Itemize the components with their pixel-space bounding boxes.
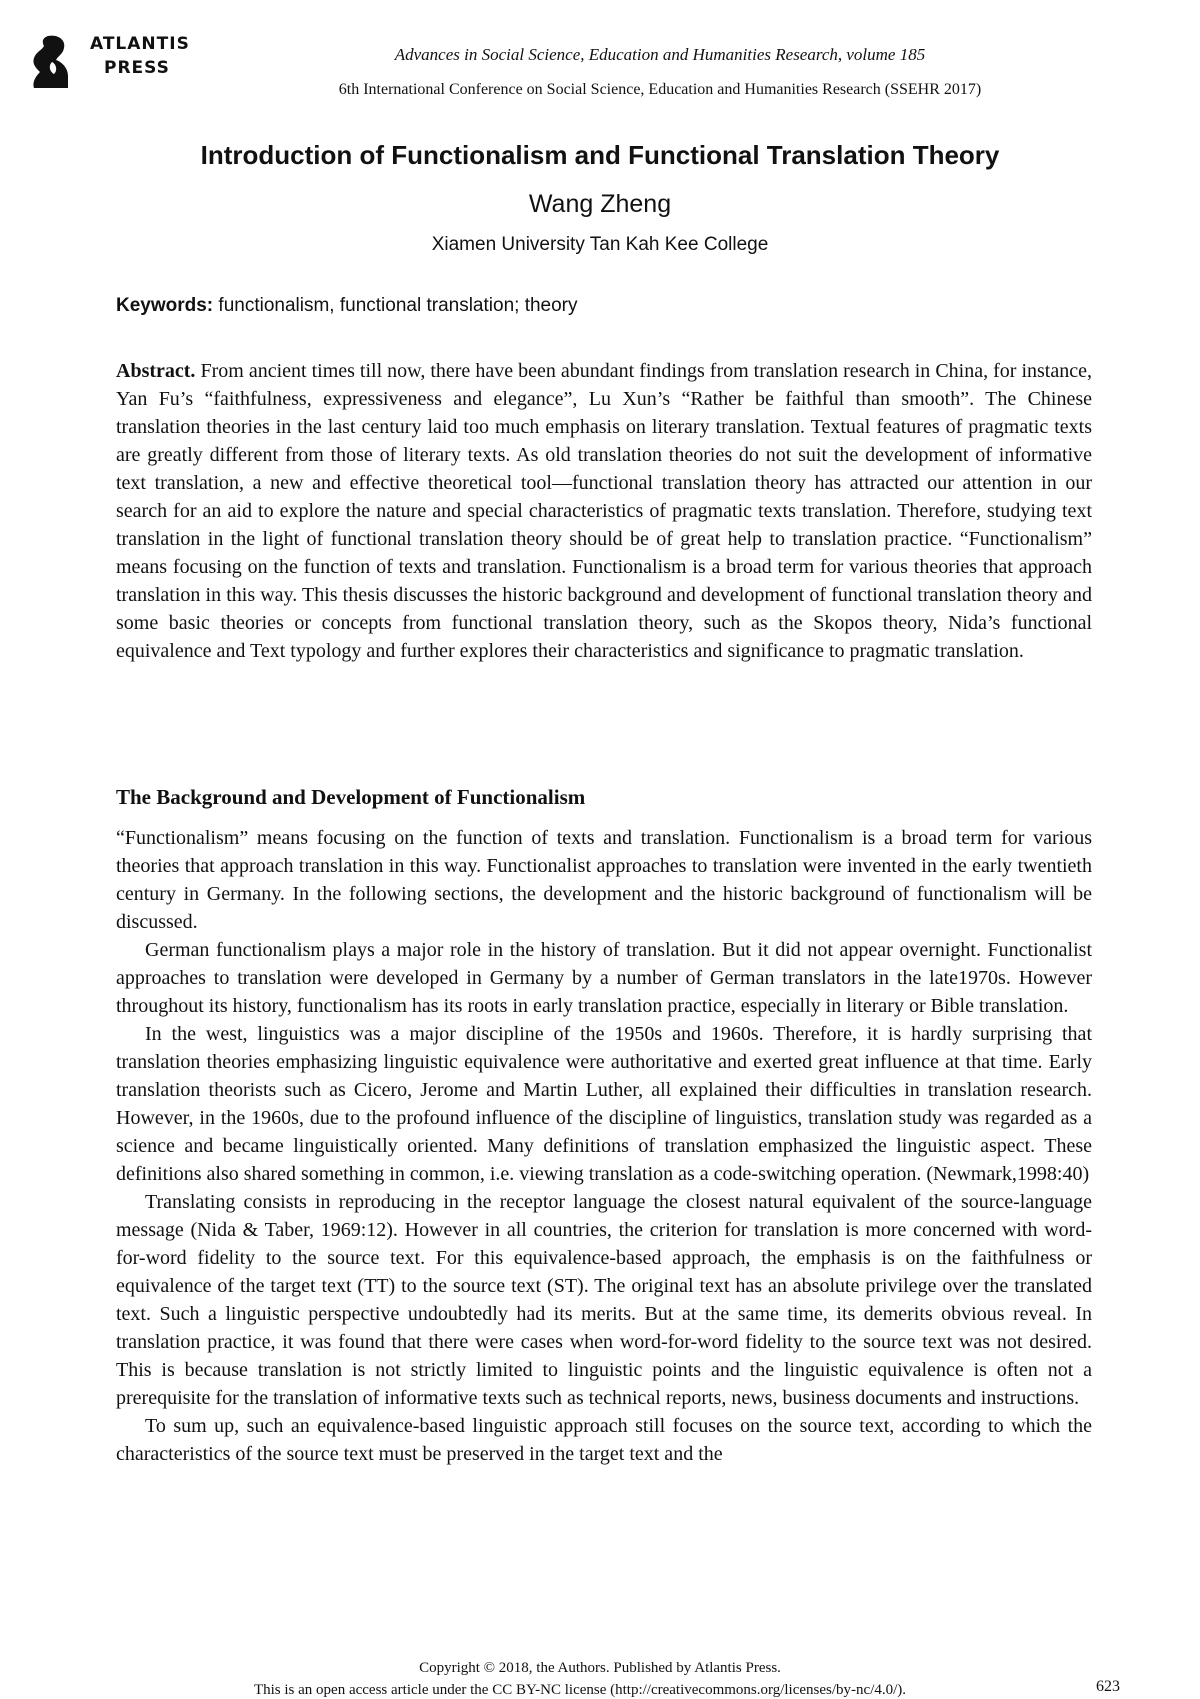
- paper-title: Introduction of Functionalism and Functional Translation Theory: [200, 140, 1000, 170]
- abstract: [116, 357, 1092, 665]
- paragraph: “Functionalism” means focusing on the function of texts and translation. Functionalism is a broad term for various theories that approach translation in this way. Functionalist approaches to translation were invented in the early twentieth century in Germany. In the following sections, the development and the historic background of functionalism will be discussed.: [116, 827, 1092, 933]
- author-affiliation: Xiamen University Tan Kah Kee College: [431, 234, 769, 255]
- paragraph: Translating consists in reproducing in the receptor language the closest natural equivalent of the source-language message (Nida & Taber, 1969:12). However in all countries, the criterion for translation is more concerned with word-for-word fidelity to the source text. For this equivalence-based approach, the emphasis is on the faithfulness or equivalence of the target text (TT) to the source text (ST). The original text has an absolute privilege over the translated text. Such a linguistic perspective undoubtedly had its merits. But at the same time, its demerits obvious reveal. In translation practice, it was found that there were cases when word-for-word fidelity to the source text was not desired. This is because translation is not strictly limited to linguistic points and the linguistic equivalence is often not a prerequisite for the translation of informative texts such as technical reports, news, business documents and instructions.: [116, 1191, 1092, 1409]
- keywords-text: functionalism, functional translation; theory: [213, 295, 578, 316]
- section-body: [116, 824, 1092, 1468]
- footer-copyright: Copyright © 2018, the Authors. Published by Atlantis Press.: [419, 1660, 781, 1676]
- author-name: Wang Zheng: [528, 190, 672, 218]
- logo-line2: PRESS: [104, 58, 170, 78]
- abstract-label: Abstract.: [116, 360, 196, 382]
- abstract-text: From ancient times till now, there have been abundant findings from translation research in China, for instance, Yan Fu’s “faithfulness, expressiveness and elegance”, Lu Xun’s “Rather be faithful than smooth”. The Chinese translation theories in the last century laid too much emphasis on literary translation. Textual features of pragmatic texts are greatly different from those of literary texts. As old translation theories do not suit the development of informative text translation, a new and effective theoretical tool—functional translation theory has attracted our attention in our search for an aid to explore the nature and special characteristics of pragmatic texts translation. Therefore, studying text translation in the light of functional translation theory should be of great help to translation practice. “Functionalism” means focusing on the function of texts and translation. Functionalism is a broad term for various theories that approach translation in this way. This thesis discusses the historic background and development of functional translation theory and some basic theories or concepts from functional translation theory, such as the Skopos theory, Nida’s functional equivalence and Text typology and further explores their characteristics and significance to pragmatic translation.: [116, 360, 1092, 662]
- paragraph: German functionalism plays a major role in the history of translation. But it did not appear overnight. Functionalist approaches to translation were developed in Germany by a number of German translators in the late1970s. However throughout its history, functionalism has its roots in early translation practice, especially in literary or Bible translation.: [116, 939, 1092, 1017]
- footer-license: This is an open access article under the CC BY-NC license (http://creativecommons.org/licenses/by-nc/4.0/).: [253, 1682, 907, 1698]
- series-title: Advances in Social Science, Education and Humanities Research, volume 185: [394, 45, 926, 64]
- keywords-label: Keywords:: [116, 295, 214, 316]
- section-heading: The Background and Development of Functionalism: [116, 785, 586, 809]
- keywords-line: [116, 295, 578, 317]
- paragraph: In the west, linguistics was a major discipline of the 1950s and 1960s. Therefore, it is hardly surprising that translation theories emphasizing linguistic equivalence were authoritative and exerted great influence at that time. Early translation theorists such as Cicero, Jerome and Martin Luther, all explained their difficulties in translation research. However, in the 1960s, due to the profound influence of the discipline of linguistics, translation study was regarded as a science and became linguistically oriented. Many definitions of translation emphasized the linguistic aspect. These definitions also shared something in common, i.e. viewing translation as a code-switching operation. (Newmark,1998:40): [116, 1023, 1092, 1185]
- page-number: 623: [1096, 1678, 1120, 1695]
- conference-title: 6th International Conference on Social Science, Education and Humanities Research (SSEHR 2017): [338, 81, 982, 98]
- paragraph: To sum up, such an equivalence-based linguistic approach still focuses on the source text, according to which the characteristics of the source text must be preserved in the target text and the: [116, 1415, 1092, 1465]
- logo-line1: ATLANTIS: [90, 34, 190, 54]
